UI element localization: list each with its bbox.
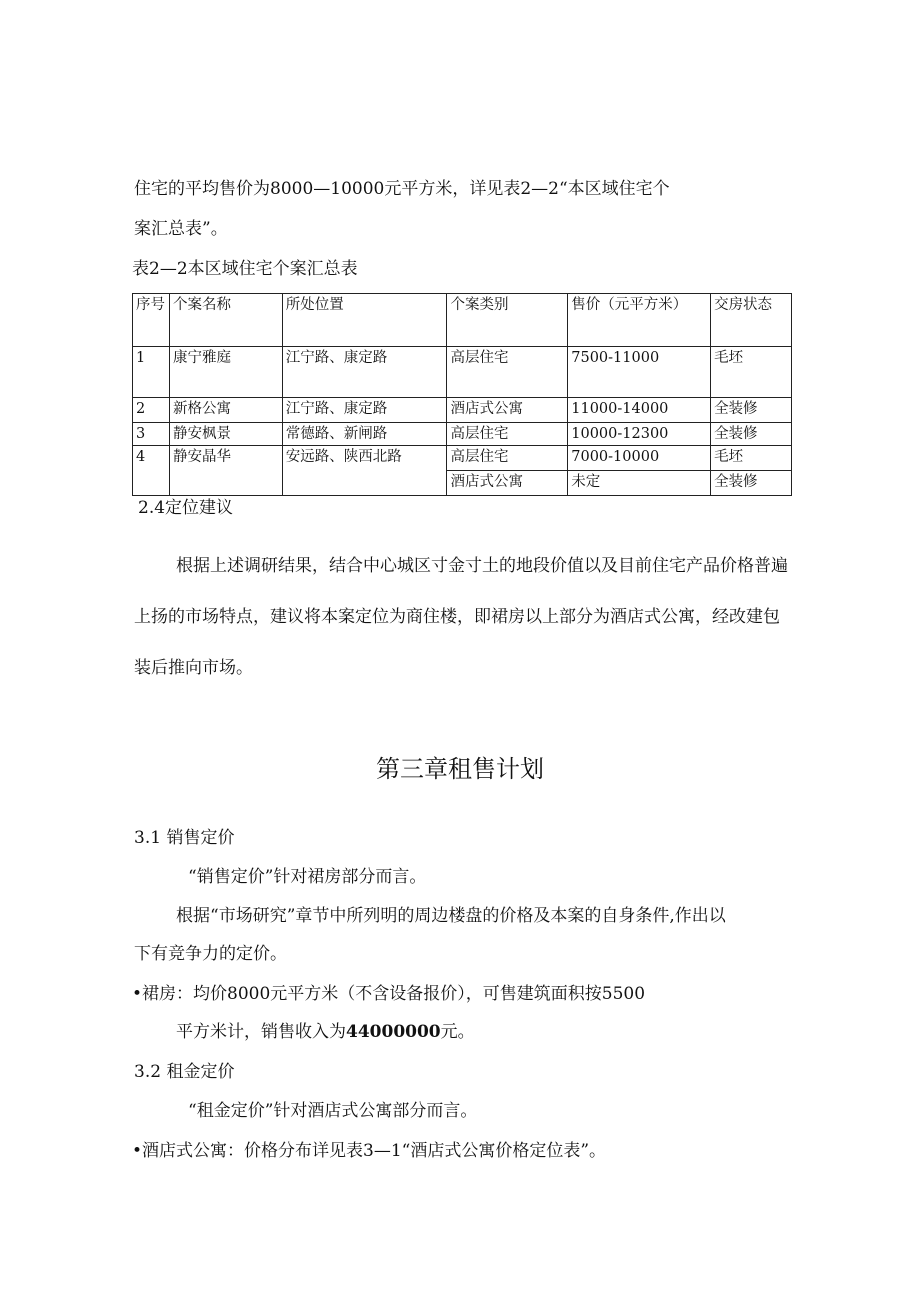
cell-no: 4 [133, 446, 170, 496]
section-3-2-heading: 3.2 租金定价 [134, 1062, 235, 1082]
podium-bullet-line1: •裙房：均价8000元平方米（不含设备报价），可售建筑面积按5500 [132, 984, 646, 1004]
cell-location: 安远路、陕西北路 [282, 446, 447, 496]
section-3-2-p1: “租金定价”针对酒店式公寓部分而言。 [188, 1101, 478, 1121]
header-cell: 序号 [133, 294, 170, 347]
cell-price: 10000-12300 [568, 423, 711, 446]
cell-name: 康宁雅庭 [169, 347, 282, 398]
cell-category: 高层住宅 [447, 347, 568, 398]
cell-no: 1 [133, 347, 170, 398]
cell-status: 毛坯 [711, 347, 792, 398]
table-row [133, 398, 792, 423]
header-cell: 个案类别 [447, 294, 568, 347]
apartment-bullet: •酒店式公寓：价格分布详见表3—1“酒店式公寓价格定位表”。 [132, 1141, 607, 1161]
cell-location: 江宁路、康定路 [282, 347, 447, 398]
cell-status: 全装修 [711, 398, 792, 423]
table-header-row [133, 294, 792, 347]
sales-income-amount: 44000000 [346, 1022, 441, 1042]
cell-location: 江宁路、康定路 [282, 398, 447, 423]
cell-location: 常德路、新闸路 [282, 423, 447, 446]
table-caption: 表2—2本区域住宅个案汇总表 [132, 259, 358, 279]
header-cell: 所处位置 [282, 294, 447, 347]
intro-line-1: 住宅的平均售价为8000—10000元平方米，详见表2—2“本区域住宅个 [134, 179, 670, 199]
sales-income-suffix: 元。 [440, 1022, 475, 1042]
cell-name: 静安枫景 [169, 423, 282, 446]
cell-no: 3 [133, 423, 170, 446]
cell-status: 全装修 [711, 423, 792, 446]
section-3-1-p1: “销售定价”针对裙房部分而言。 [188, 867, 427, 887]
cell-status: 全装修 [711, 471, 792, 496]
cell-no: 2 [133, 398, 170, 423]
table-row [133, 446, 792, 471]
section-3-1-heading: 3.1 销售定价 [134, 828, 235, 848]
cell-category: 酒店式公寓 [447, 471, 568, 496]
cell-category: 高层住宅 [447, 423, 568, 446]
project-summary-table [132, 293, 792, 496]
section-3-1-p2-line2: 下有竞争力的定价。 [134, 944, 287, 964]
section-3-1-p2-line1: 根据“市场研究”章节中所列明的周边楼盘的价格及本案的自身条件,作出以 [176, 906, 726, 926]
cell-status: 毛坯 [711, 446, 792, 471]
cell-category: 高层住宅 [447, 446, 568, 471]
cell-price: 11000-14000 [568, 398, 711, 423]
podium-bullet-line2 [176, 1021, 475, 1043]
chapter-title: 第三章租售计划 [376, 755, 544, 783]
intro-line-2: 案汇总表”。 [134, 219, 228, 239]
section-2-4-heading: 2.4定位建议 [138, 498, 234, 518]
table-row [133, 423, 792, 446]
header-cell: 售价（元平方米） [568, 294, 711, 347]
cell-name: 新格公寓 [169, 398, 282, 423]
table-row [133, 347, 792, 398]
cell-category: 酒店式公寓 [447, 398, 568, 423]
cell-price: 7000-10000 [568, 446, 711, 471]
header-cell: 个案名称 [169, 294, 282, 347]
cell-name: 静安晶华 [169, 446, 282, 496]
cell-price: 7500-11000 [568, 347, 711, 398]
header-cell: 交房状态 [711, 294, 792, 347]
sales-income-prefix: 平方米计，销售收入为 [176, 1022, 346, 1042]
section-2-4-body: 根据上述调研结果，结合中心城区寸金寸土的地段价值以及目前住宅产品价格普遍上扬的市场特点，建议将本案定位为商住楼，即裙房以上部分为酒店式公寓，经改建包装后推向市场。 [134, 556, 788, 678]
cell-price: 未定 [568, 471, 711, 496]
